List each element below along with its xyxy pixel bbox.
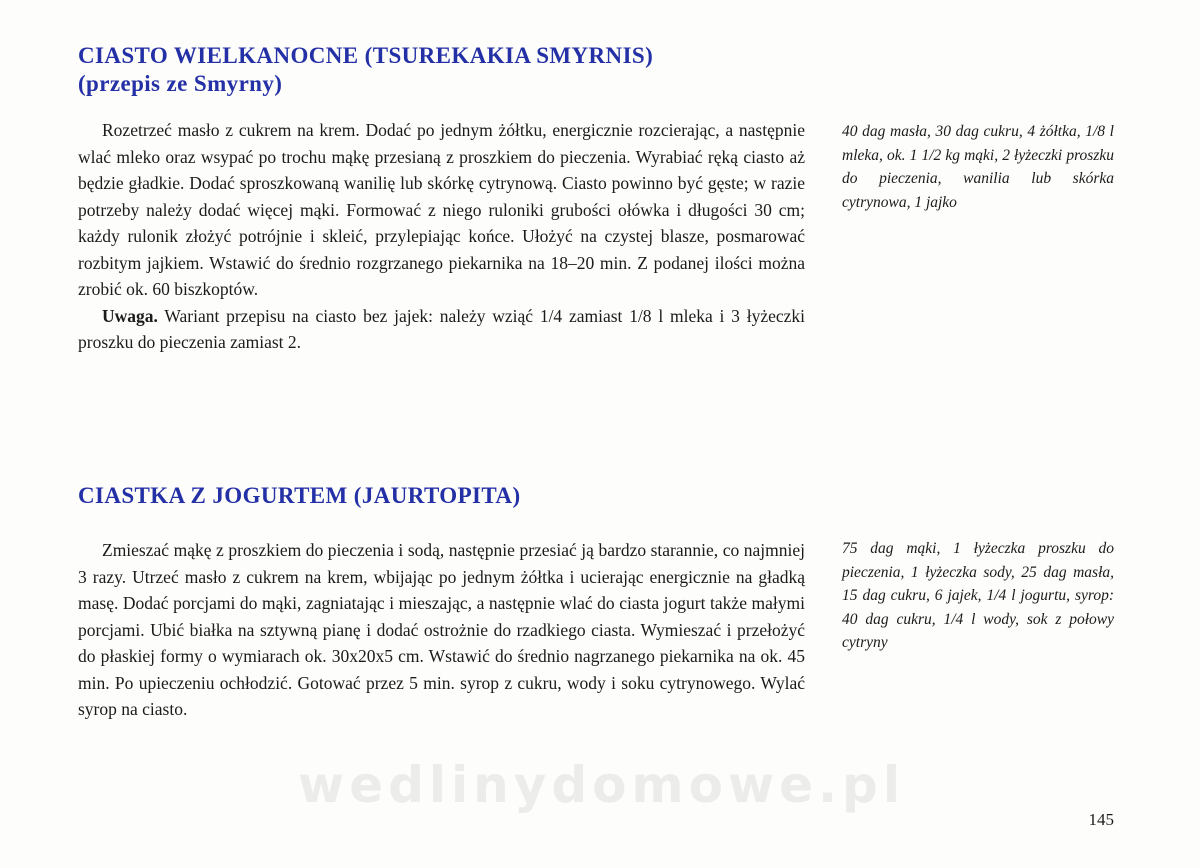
page-number: 145 xyxy=(1088,810,1114,829)
watermark-text: wedlinydomowe.pl xyxy=(298,756,905,814)
recipe-2-method-text: Zmieszać mąkę z proszkiem do pieczenia i sodą, następnie przesiać ją bardzo starannie, co najmniej 3 razy. Utrzeć masło z cukrem na krem, wbijając po jednym żółtka i ucierając energicznie na gładką masę. Dodać porcjami do mąki, zagniatając i mieszając, a następnie wlać do ciasta jogurt także małymi porcjami. Ubić białka na sztywną pianę i dodać ostrożnie do rzadkiego ciasta. Wymieszać i przełożyć do płaskiej formy o wymiarach ok. 30x20x5 cm. Wstawić do średnio nagrzanego piekarnika na ok. 45 min. Po upieczeniu ochłodzić. Gotować przez 5 min. syrop z cukru, wody i soku cytrynowego. Wylać syrop na ciasto. xyxy=(78,540,805,719)
recipe-2-title xyxy=(78,482,521,510)
recipe-1-ingredients: 40 dag masła, 30 dag cukru, 4 żółtka, 1/8 l mleka, ok. 1 1/2 kg mąki, 2 łyżeczki proszku do pieczenia, wanilia lub skórka cytrynowa, 1 jajko xyxy=(842,123,1114,211)
recipe-1-note-text: Wariant przepisu na ciasto bez jajek: należy wziąć 1/4 zamiast 1/8 l mleka i 3 łyżeczki proszku do pieczenia zamiast 2. xyxy=(78,305,805,352)
recipe-1-note xyxy=(78,303,805,356)
recipe-1-note-label: Uwaga. xyxy=(102,305,158,326)
recipe-1-title-main: CIASTO WIELKANOCNE (TSUREKAKIA SMYRNIS) xyxy=(78,43,654,68)
recipe-1-subtitle: (przepis ze Smyrny) xyxy=(78,71,283,96)
recipe-2-ingredients: 75 dag mąki, 1 łyżeczka proszku do pieczenia, 1 łyżeczka sody, 25 dag masła, 15 dag cukru, 6 jajek, 1/4 l jogurtu, syrop: 40 dag cukru, 1/4 l wody, sok z połowy cytryny xyxy=(842,540,1114,651)
recipe-1-title xyxy=(78,42,653,98)
recipe-1-method-text: Rozetrzeć masło z cukrem na krem. Dodać po jednym żółtku, energicznie rozcierając, a następnie wlać mleko oraz wsypać po trochu mąkę przesianą z proszkiem do pieczenia. Wyrabiać ręką ciasto aż będzie gładkie. Dodać sproszkowaną wanilię lub skórkę cytrynową. Ciasto powinno być gęste; w razie potrzeby należy dodać więcej mąki. Formować z niego ruloniki grubości ołówka i długości 30 cm; każdy rulonik złożyć potrójnie i skleić, przylepiając końce. Ułożyć na czystej blasze, posmarować rozbitym jajkiem. Wstawić do średnio rozgrzanego piekarnika na 18–20 min. Z podanej ilości można zrobić ok. 60 biszkoptów. xyxy=(78,120,805,299)
recipe-2-title-main: CIASTKA Z JOGURTEM (JAURTOPITA) xyxy=(78,483,521,508)
recipe-2-method xyxy=(78,537,805,723)
recipe-1-method xyxy=(78,117,805,356)
